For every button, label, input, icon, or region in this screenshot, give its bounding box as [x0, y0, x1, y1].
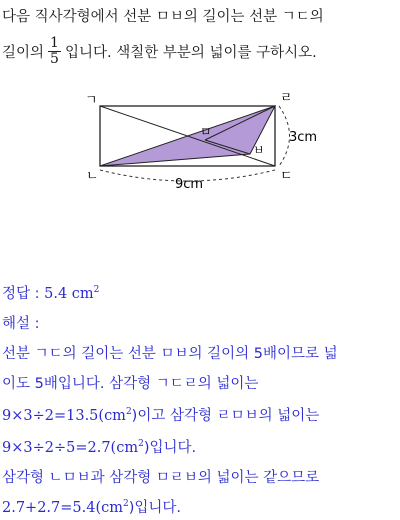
question-line-1: 다음 직사각형에서 선분 ㅁㅂ의 길이는 선분 ㄱㄷ의 — [2, 9, 324, 25]
solution-line-6 — [2, 496, 181, 517]
height-dashed-arc — [279, 106, 290, 166]
question-text-post: 입니다. 색칠한 부분의 넓이를 구하시오. — [64, 45, 317, 61]
solution-line-3 — [2, 404, 319, 425]
question-text-pre: 길이의 — [2, 45, 45, 61]
solution-line-4-exp: 2 — [138, 439, 144, 449]
height-label: 3cm — [289, 130, 318, 145]
solution-line-6-calc: 2.7+2.7=5.4(cm — [2, 500, 124, 516]
solution-line-6-text: )입니다. — [128, 500, 182, 516]
fraction-numerator: 1 — [50, 35, 59, 51]
solution-line-3-text: )이고 삼각형 ㄹㅁㅂ의 넓이는 — [131, 408, 320, 424]
label-n: ㄴ — [86, 169, 99, 184]
solution-line-4-calc: 9×3÷2÷5=2.7(cm — [2, 440, 139, 456]
solution-line-1: 선분 ㄱㄷ의 길이는 선분 ㅁㅂ의 길이의 5배이므로 넓 — [2, 346, 338, 362]
solution-line-6-exp: 2 — [123, 499, 129, 509]
solution-line-3-calc: 9×3÷2=13.5(cm — [2, 408, 126, 424]
solution-line-2: 이도 5배입니다. 삼각형 ㄱㄷㄹ의 넓이는 — [2, 376, 259, 392]
solution-line-4-text: )입니다. — [143, 440, 197, 456]
label-m: ㅁ — [200, 125, 212, 139]
solution-line-4 — [2, 436, 196, 457]
solution-header: 해설 : — [2, 316, 40, 332]
label-g: ㄱ — [85, 93, 98, 108]
rectangle-figure — [0, 88, 400, 198]
solution-line-5: 삼각형 ㄴㅁㅂ과 삼각형 ㅁㄹㅂ의 넓이는 같으므로 — [2, 470, 320, 486]
solution-line-3-exp: 2 — [125, 407, 132, 417]
answer-label: 정답 : — [2, 286, 45, 302]
question-line-2 — [2, 36, 317, 67]
label-r: ㄹ — [280, 91, 293, 106]
answer-line — [2, 282, 99, 303]
label-d: ㄷ — [280, 169, 293, 184]
answer-exponent: 2 — [93, 285, 100, 295]
answer-value: 5.4 cm — [44, 286, 94, 302]
fraction-denominator: 5 — [50, 51, 59, 67]
width-label: 9cm — [175, 177, 204, 192]
fraction — [48, 36, 61, 67]
label-b: ㅂ — [253, 143, 265, 157]
